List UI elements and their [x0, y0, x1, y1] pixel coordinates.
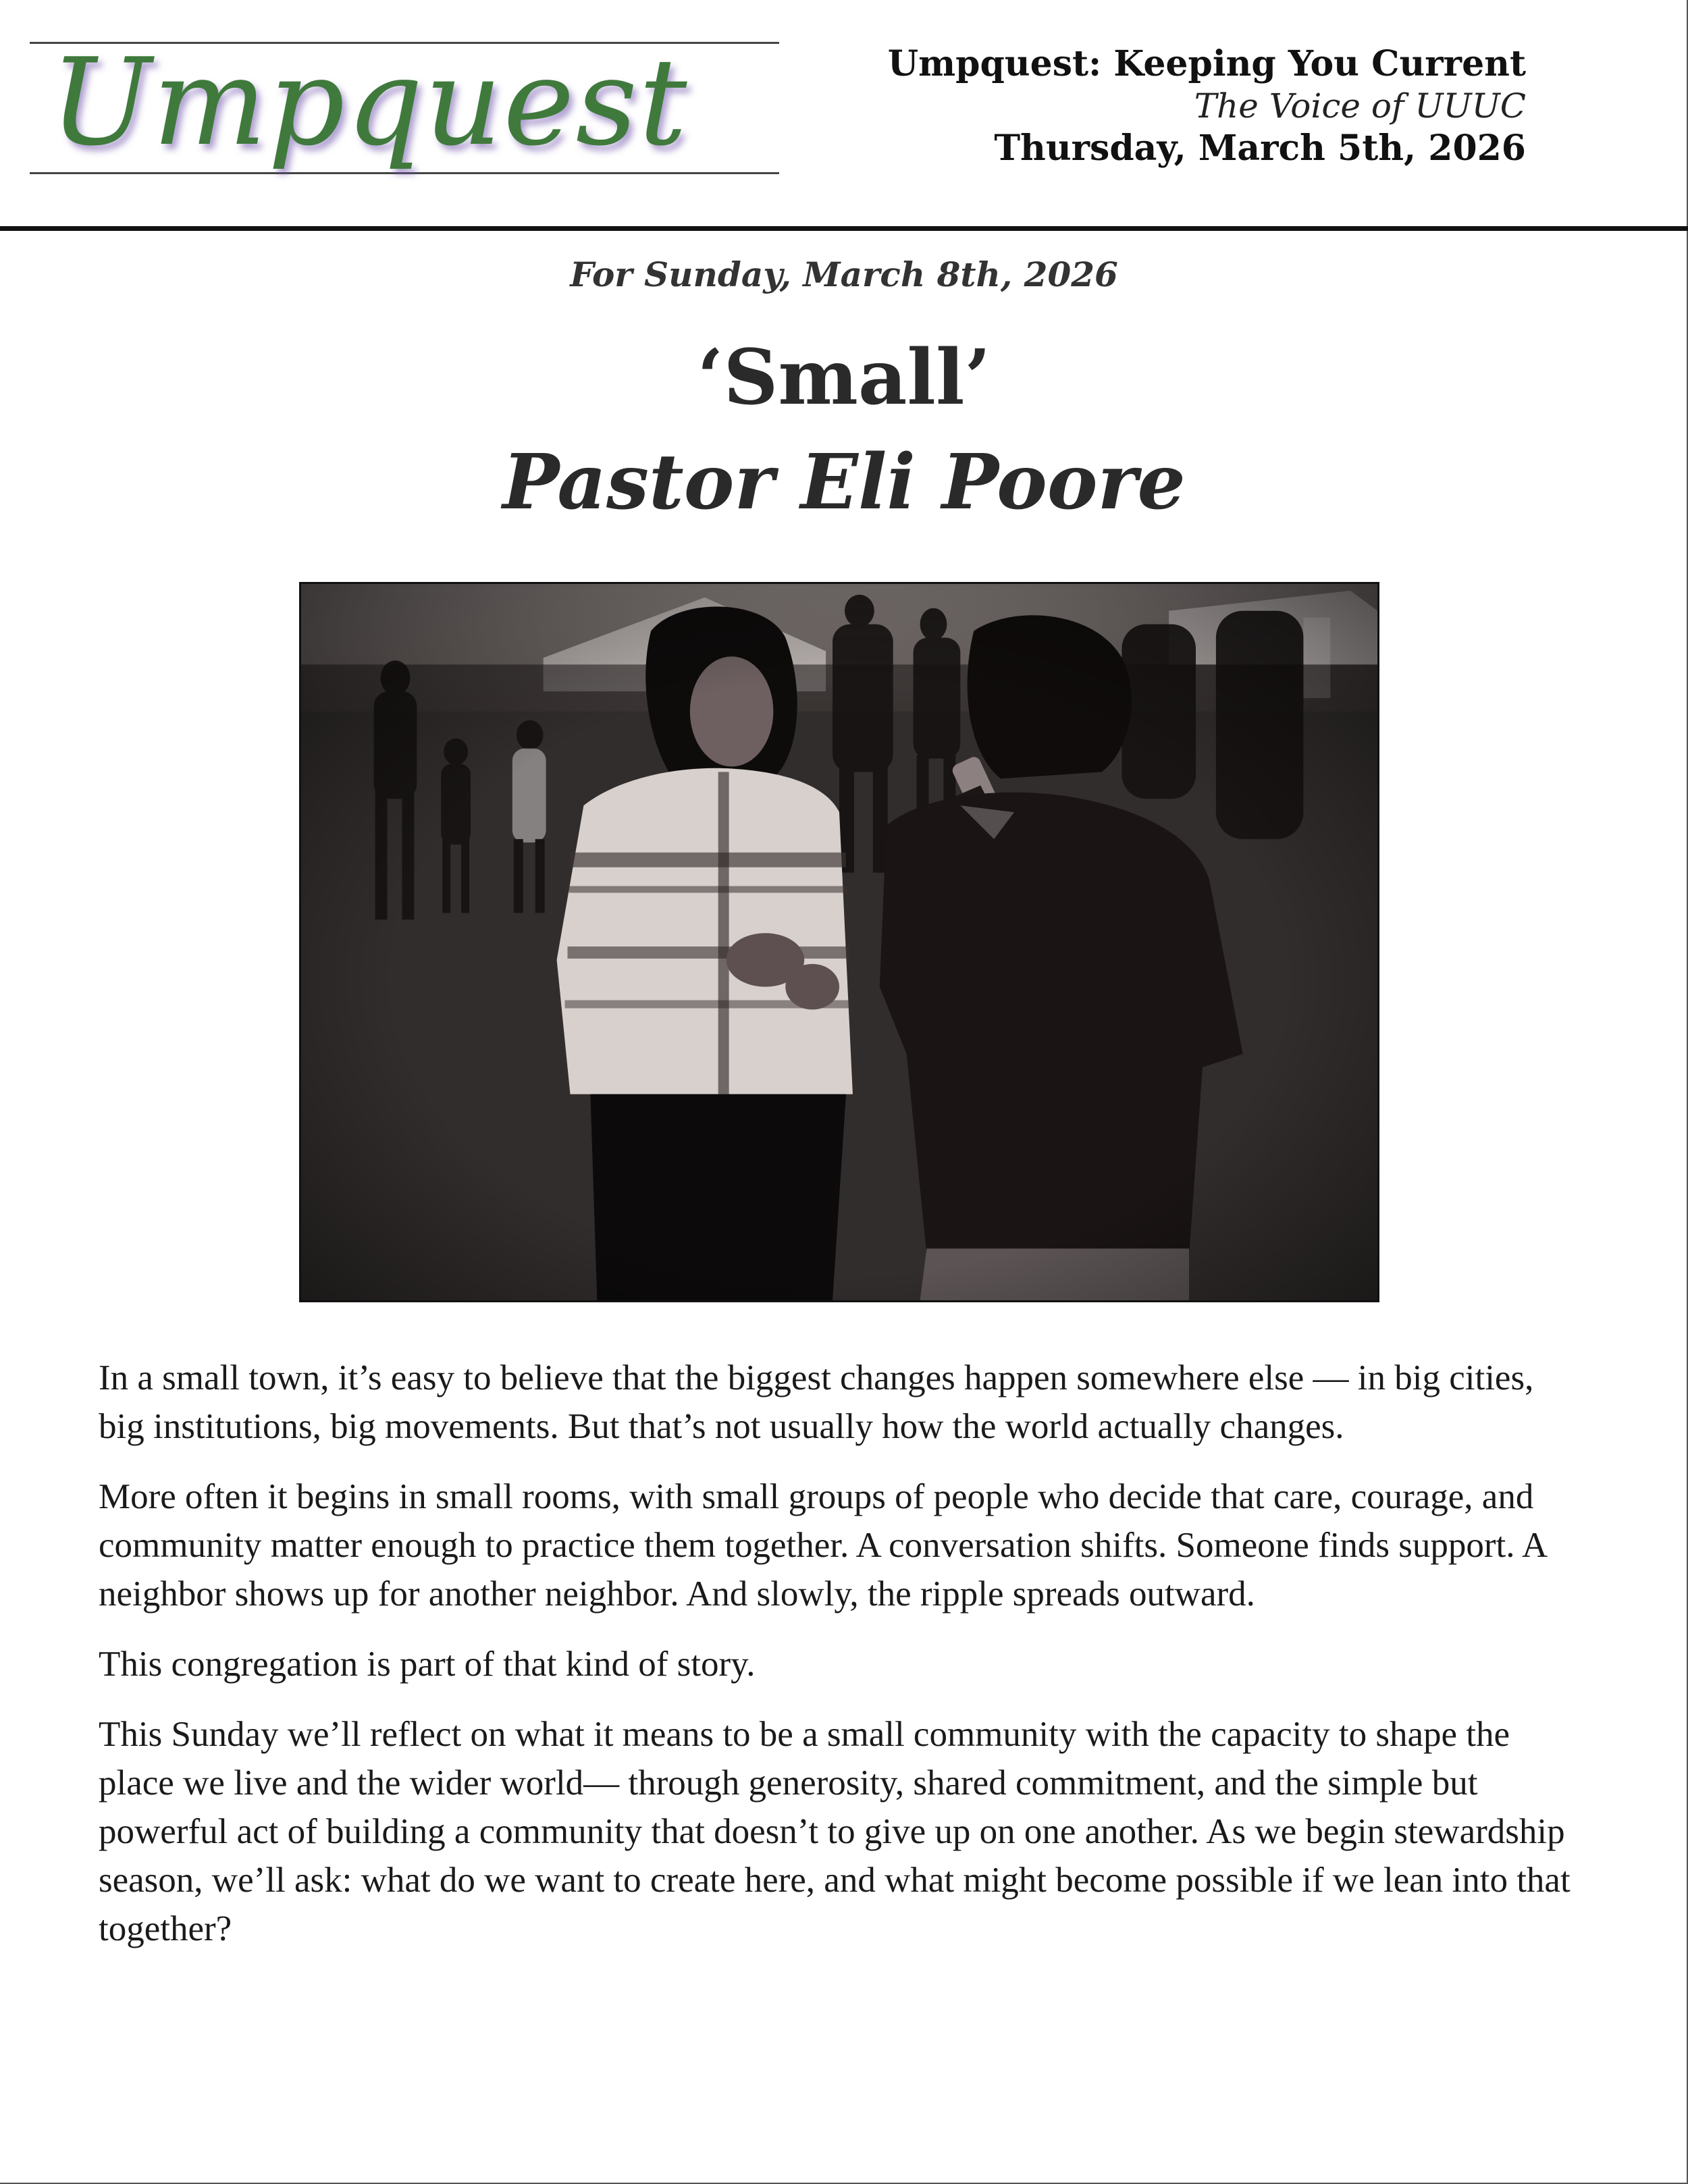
- logo-wordmark: Umpquest: [50, 32, 689, 172]
- article-paragraph: This congregation is part of that kind of story.: [99, 1645, 756, 1684]
- newsletter-title: Umpquest: Keeping You Current: [887, 43, 1526, 84]
- masthead-divider: [0, 226, 1688, 231]
- masthead-logo: [30, 32, 779, 174]
- feature-photo: [299, 582, 1379, 1302]
- photo-illustration: [301, 584, 1377, 1300]
- article-paragraph: More often it begins in small rooms, with small groups of people who decide that care, courage, and community matter enough to practice them together. A conversation shifts. Someone finds support. A neighbor shows up for another neighbor. And slowly, the ripple spreads outward.: [99, 1477, 1546, 1614]
- issue-date: Thursday, March 5th, 2026: [994, 128, 1526, 169]
- article-body: [99, 1354, 1584, 1975]
- article-paragraph: This Sunday we’ll reflect on what it means to be a small community with the capacity to shape the place we live and the wider world— through generosity, shared commitment, and the simple but powerful act of building a community that doesn’t to give up on one another. As we begin stewardship season, we’ll ask: what do we want to create here, and what might become possible if we lean into that together?: [99, 1715, 1571, 1948]
- masthead-info: [783, 43, 1526, 170]
- article-paragraph: In a small town, it’s easy to believe that the biggest changes happen somewhere else — in big cities, big institutions, big movements. But that’s not usually how the world actually changes.: [99, 1358, 1534, 1446]
- masthead: [0, 0, 1688, 233]
- newsletter-subtitle: The Voice of UUUC: [1194, 86, 1526, 126]
- sermon-speaker: Pastor Eli Poore: [502, 438, 1186, 527]
- sermon-title: ‘Small’: [697, 334, 991, 422]
- service-date: For Sunday, March 8th, 2026: [570, 255, 1118, 294]
